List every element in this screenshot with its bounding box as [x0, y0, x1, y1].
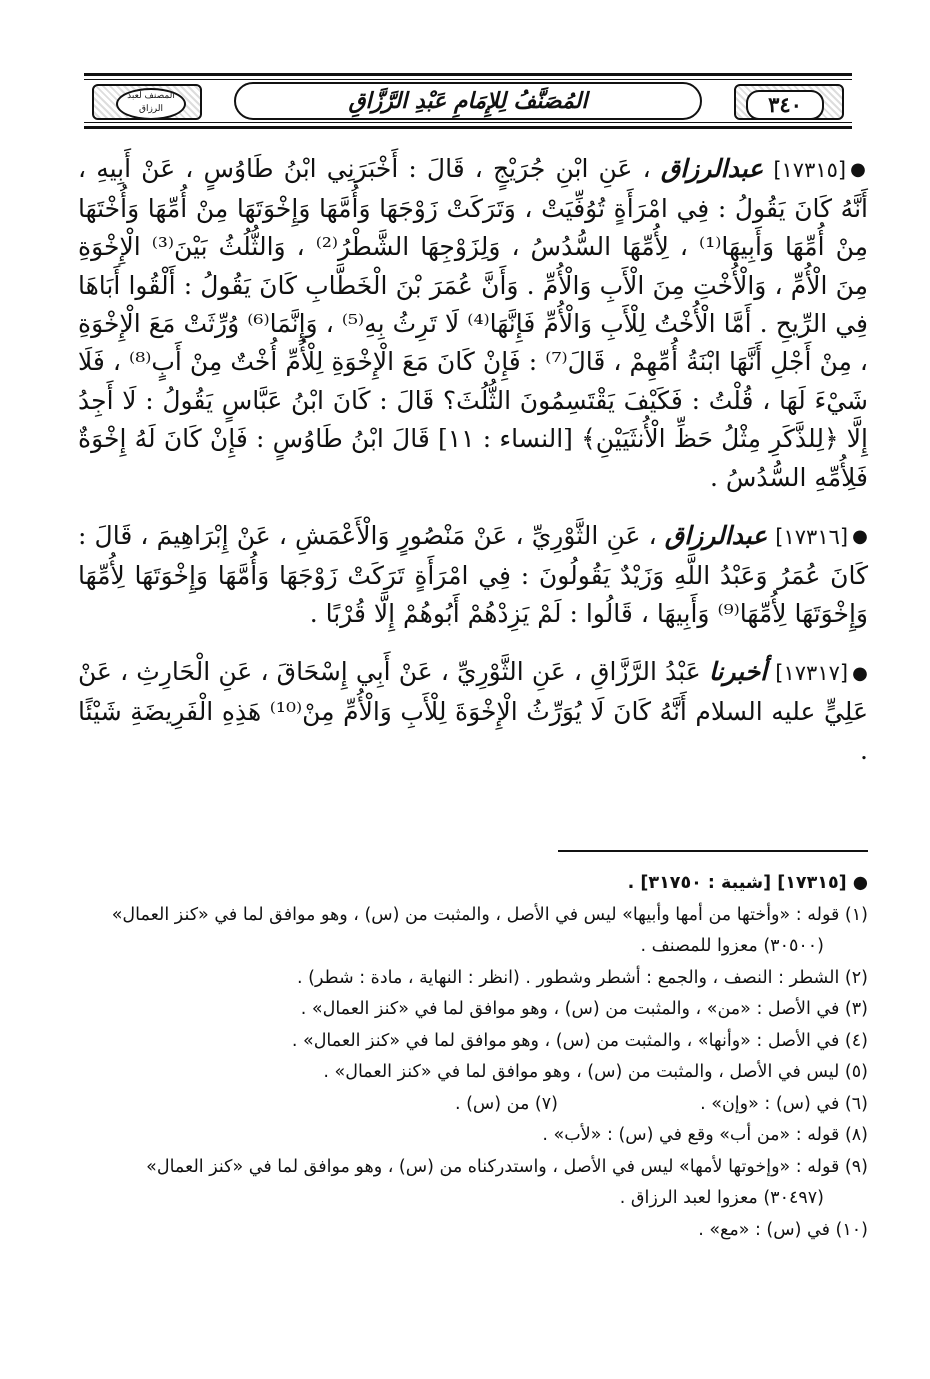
footnote-row	[78, 1089, 868, 1121]
hadith-text: ، عَنِ الثَّوْرِيِّ ، عَنْ مَنْصُورٍ وَالْأَعْمَشِ ، عَنْ إِبْرَاهِيمَ ، قَالَ : كَانَ عُمَرُ وَعَبْدُ اللَّهِ وَزَيْدٌ يَقُولُونَ : فِي امْرَأَةٍ تَرَكَتْ زَوْجَهَا وَأُمَّهَا وَإِخْوَتَهَا لِأُمِّهَا وَإِخْوَتَهَا لِأُمِّهَا⁽⁹⁾ وَأَبِيهَا ، قَالُوا : لَمْ يَزِدْهُمْ أَبُوهُمْ إِلَّا قُرْبًا .	[78, 520, 868, 629]
footnote: (٣) في الأصل : «من» ، والمثبت من (س) ، وهو موافق لما في «كنز العمال» .	[300, 999, 868, 1019]
hadith-number: [١٧٣١٦]	[775, 524, 849, 549]
header-seal-icon: المصنف لعبد الرزاق	[116, 88, 186, 120]
bullet-icon: ●	[852, 662, 869, 684]
main-text	[78, 150, 868, 790]
footnote: (٦) في (س) : «وإن» .	[700, 1093, 868, 1114]
hadith-text: ، عَنِ ابْنِ جُرَيْجٍ ، قَالَ : أَخْبَرَنِي ابْنُ طَاوُسٍ ، عَنْ أَبِيهِ ، أَنَّهُ كَانَ يَقُولُ : فِي امْرَأَةٍ تُوُفِّيَتْ ، وَتَرَكَتْ زَوْجَهَا وَأُمَّهَا وَإِخْوَتَهَا مِنْ أُمِّهَا وَأُخْتَهَا مِنْ أُمِّهَا وَأَبِيهَا⁽¹⁾ ، لِأُمِّهَا السُّدُسُ ، وَلِزَوْجِهَا الشَّطْرُ⁽²⁾ ، وَالثُّلُثُ بَيْنَ⁽³⁾ الْإِخْوَةِ مِنَ الْأُمِّ ، وَالْأُخْتِ مِنَ الْأَبِ وَالْأُمِّ . وَأَنَّ عُمَرَ بْنَ الْخَطَّابِ كَانَ يَقُولُ : أَلْقُوا أَبَاهَا فِي الرِّيحِ . أَمَّا الْأُخْتُ لِلْأَبِ وَالْأُمِّ فَإِنَّهَا⁽⁴⁾ لَا تَرِثُ بِهِ⁽⁵⁾ ، وَإِنَّمَا⁽⁶⁾ وُرِّثَتْ مَعَ الْإِخْوَةِ ، مِنْ أَجْلِ أَنَّهَا ابْنَةُ أُمِّهِمْ ، قَالَ⁽⁷⁾ : فَإِنْ كَانَ مَعَ الْإِخْوَةِ لِلْأُمِّ أُخْتٌ مِنْ أَبٍ⁽⁸⁾ ، فَلَا شَيْءَ لَهَا ، قُلْتُ : فَكَيْفَ يَقْتَسِمُونَ الثُّلُثَ؟ قَالَ : كَانَ ابْنُ عَبَّاسٍ يَقُولُ : لَا أَجِدُ إِلَّا ﴿لِلذَّكَرِ مِثْلُ حَظِّ الْأُنثَيَيْنِ﴾ [النساء : ١١] قَالَ ابْنُ طَاوُسٍ : فَإِنْ كَانَ لَهُ إِخْوَةٌ فَلِأُمِّهِ السُّدُسُ .	[78, 154, 869, 492]
footnote: (٩) قوله : «وإخوتها لأمها» ليس في الأصل ، واستدركناه من (س) ، وهو موافق لما في «كنز العمال»	[146, 1156, 868, 1177]
source-ref-text: [١٧٣١٥] [شيبة : ٣١٧٥٠] .	[627, 873, 847, 893]
header-ornament-left	[92, 84, 202, 120]
footnote-separator	[558, 850, 868, 852]
hadith-narrator: عبدالرزاق	[664, 520, 768, 550]
bullet-icon: ●	[850, 159, 869, 181]
bullet-icon: ●	[852, 526, 868, 548]
hadith-paragraph	[78, 517, 868, 634]
hadith-paragraph	[78, 150, 868, 497]
hadith-number: [١٧٣١٥]	[773, 158, 847, 182]
page-header	[84, 73, 852, 129]
footnote: (١) قوله : «وأختها من أمها وأبيها» ليس في الأصل ، والمثبت من (س) ، وهو موافق لما في «كنز العمال»	[111, 904, 868, 925]
hadith-narrator: عبدالرزاق	[660, 154, 764, 183]
hadith-narrator: أخبرنا	[708, 657, 768, 687]
footnote-continuation: (٣٠٥٠٠) معزوا للمصنف .	[640, 936, 824, 956]
footnote: (٧) من (س) .	[454, 1093, 558, 1114]
footnote: (٨) قوله : «من أب» وقع في (س) : «لأب» .	[542, 1125, 868, 1145]
footnote: (٥) ليس في الأصل ، والمثبت من (س) ، وهو موافق لما في «كنز العمال» .	[323, 1062, 868, 1082]
hadith-number: [١٧٣١٧]	[775, 661, 849, 686]
hadith-paragraph	[78, 653, 868, 770]
hadith-text: عَبْدُ الرَّزَّاقِ ، عَنِ الثَّوْرِيِّ ، عَنْ أَبِي إِسْحَاقَ ، عَنِ الْحَارِثِ ، عَنْ عَلِيٍّ عليه السلام أَنَّهُ كَانَ لَا يُوَرِّثُ الْإِخْوَةَ لِلْأَبِ وَالْأُمِّ مِنْ⁽¹⁰⁾ هَذِهِ الْفَرِيضَةِ شَيْئًا .	[78, 657, 868, 765]
page-number: ٣٤٠	[746, 90, 824, 120]
footnotes	[78, 868, 868, 1246]
header-ornament-right	[734, 84, 844, 120]
footnote: (١٠) في (س) : «مع» .	[698, 1219, 868, 1240]
footnote: (٤) في الأصل : «وأنها» ، والمثبت من (س) ، وهو موافق لما في «كنز العمال» .	[291, 1030, 868, 1051]
footnote-continuation: (٣٠٤٩٧) معزوا لعبد الرزاق .	[619, 1188, 824, 1208]
footnote-source-ref: ● [١٧٣١٥] [شيبة : ٣١٧٥٠] .	[627, 873, 868, 893]
header-title: المُصَنَّفُ لِلإِمَامِ عَبْدِ الرَّزَّاقِ	[234, 82, 702, 120]
footnote: (٢) الشطر : النصف ، والجمع : أشطر وشطور . (انظر : النهاية ، مادة : شطر) .	[297, 967, 868, 988]
